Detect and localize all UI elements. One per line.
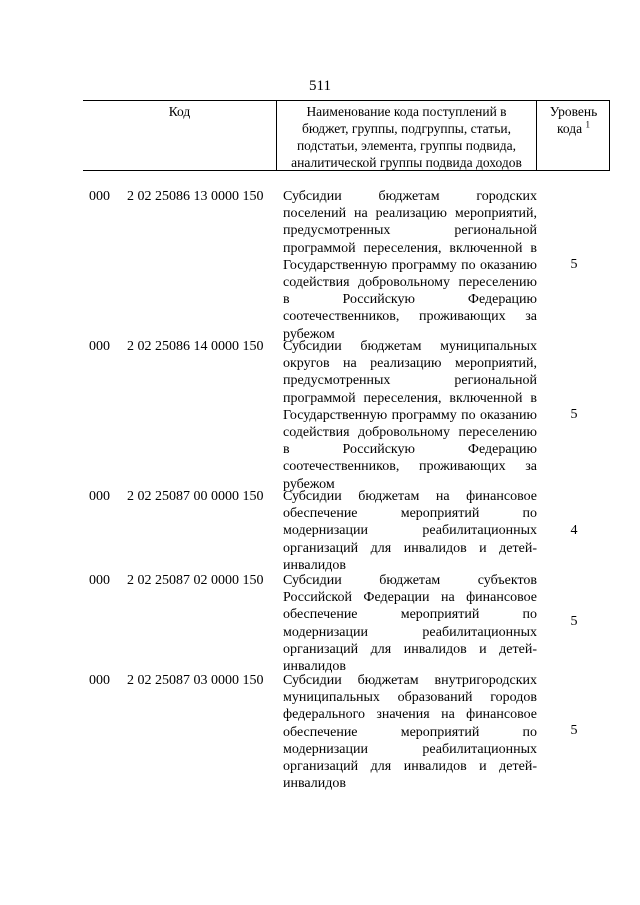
row-prefix: 000	[89, 189, 110, 204]
row-prefix: 000	[89, 489, 110, 504]
header-name-line: Наименование кода поступлений в	[306, 104, 507, 119]
header-name-line: аналитической группы подвида доходов	[291, 155, 522, 170]
row-code: 2 02 25087 00 0000 150	[127, 489, 264, 504]
row-level: 4	[570, 523, 578, 538]
row-description: Субсидии бюджетам субъектов Российской Федерации на финансовое обеспечение мероприятий по модернизации реабилитационных организаций для инвалидов и детей-инвалидов	[283, 573, 537, 675]
row-description: Субсидии бюджетам внутригородских муниципальных образований городов федерального значения на финансовое обеспечение мероприятий по модернизации реабилитационных организаций для инвалидов и детей-инвалидов	[283, 673, 537, 792]
header-level-line1: Уровень	[549, 104, 598, 119]
row-code: 2 02 25087 03 0000 150	[127, 673, 264, 688]
table-header	[83, 100, 610, 171]
header-name-line: подстатьи, элемента, группы подвида,	[296, 138, 517, 153]
row-description: Субсидии бюджетам городских поселений на реализацию мероприятий, предусмотренных региональной программой переселения, включенной в Государственную программу по оказанию содействия добровольному переселению в Российскую Федерацию соотечественников, проживающих за рубежом	[283, 189, 537, 342]
header-level	[537, 101, 610, 170]
row-level: 5	[570, 407, 578, 422]
header-code: Код	[83, 101, 277, 170]
row-prefix: 000	[89, 673, 110, 688]
row-level: 5	[570, 614, 578, 629]
page-number: 511	[309, 78, 331, 94]
header-level-word: кода	[557, 121, 583, 136]
row-prefix: 000	[89, 339, 110, 354]
header-name-line: бюджет, группы, подгруппы, статьи,	[302, 121, 511, 136]
row-code: 2 02 25086 14 0000 150	[127, 339, 264, 354]
row-code: 2 02 25086 13 0000 150	[127, 189, 264, 204]
row-description: Субсидии бюджетам муниципальных округов на реализацию мероприятий, предусмотренных региональной программой переселения, включенной в Государственную программу по оказанию содействия добровольному переселению в Российскую Федерацию соотечественников, проживающих за рубежом	[283, 339, 537, 492]
header-level-line2	[537, 120, 610, 137]
footnote-marker: 1	[585, 119, 590, 130]
header-name	[277, 101, 537, 170]
row-code: 2 02 25087 02 0000 150	[127, 573, 264, 588]
row-description: Субсидии бюджетам на финансовое обеспечение мероприятий по модернизации реабилитационных организаций для инвалидов и детей-инвалидов	[283, 489, 537, 573]
row-prefix: 000	[89, 573, 110, 588]
row-level: 5	[570, 257, 578, 272]
row-level: 5	[570, 723, 578, 738]
